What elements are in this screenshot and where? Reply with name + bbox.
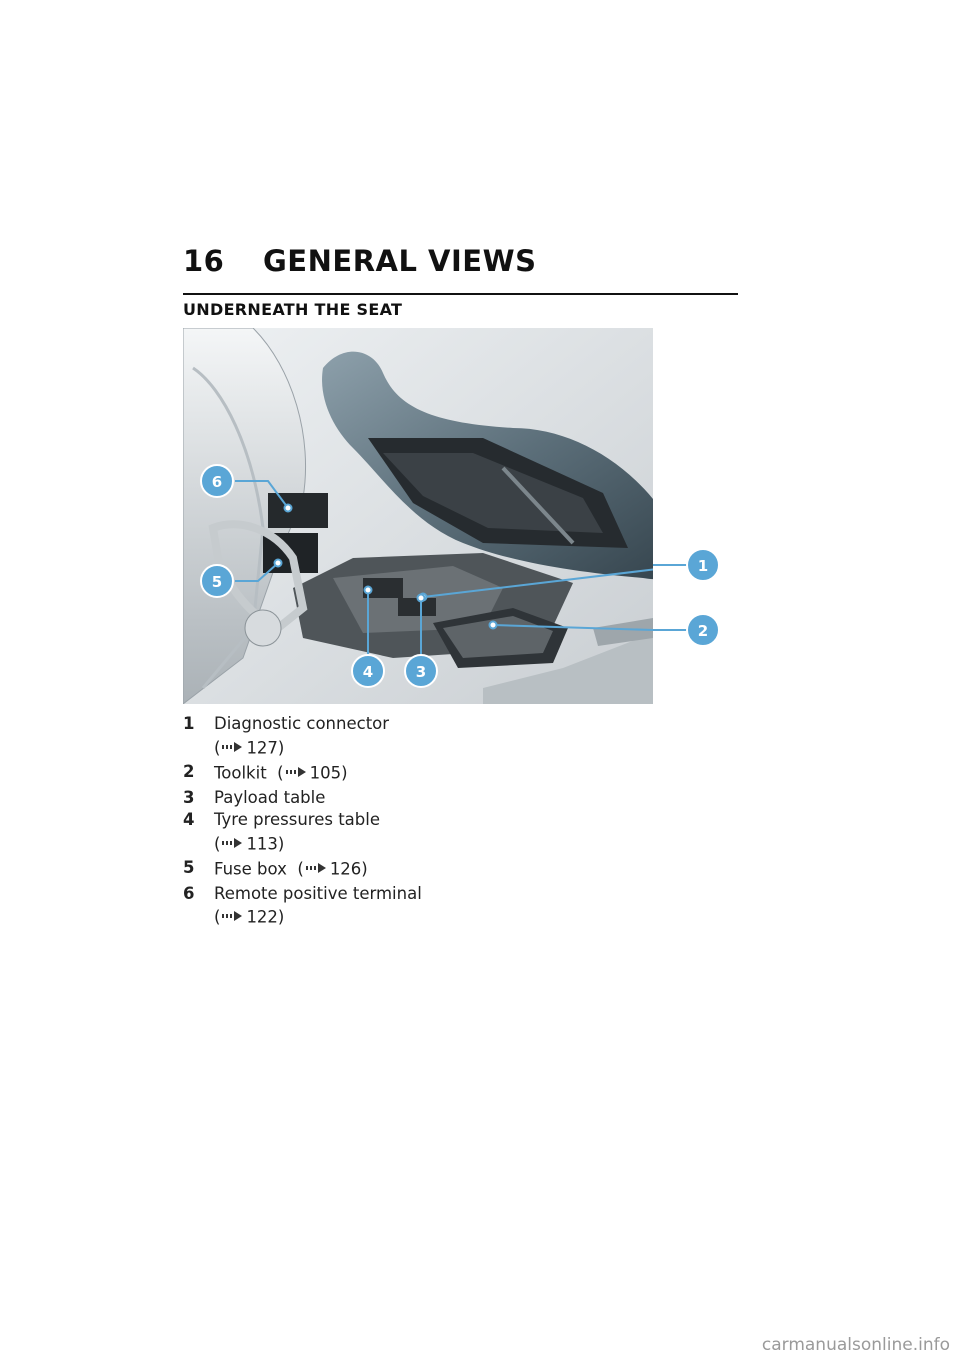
legend-label: Tyre pressures table: [214, 810, 380, 829]
header-rule: [183, 293, 738, 295]
watermark-link[interactable]: carmanualsonline.info: [761, 1335, 950, 1355]
callout-badge-3: [405, 655, 437, 687]
callout-badge-1-outer: [687, 549, 719, 581]
legend-label: Fuse box: [214, 859, 287, 879]
page-reference-link[interactable]: ( 105): [277, 761, 347, 787]
legend-number: 3: [183, 787, 195, 807]
legend-number: 5: [183, 858, 195, 877]
callout-badge-5: [201, 565, 233, 597]
legend-item: [183, 787, 483, 810]
callout-badge-2-outer: [687, 614, 719, 646]
page-reference-link[interactable]: ( 122): [214, 905, 284, 931]
page-reference-link[interactable]: ( 127): [214, 736, 284, 762]
callout-1-text: 1: [697, 557, 709, 575]
figure-illustration: [183, 328, 653, 704]
legend-item: [183, 857, 483, 883]
figure-overflow-callouts: [653, 328, 733, 704]
callout-4-label: 4: [362, 663, 374, 681]
page-reference-link[interactable]: ( 113): [214, 832, 284, 858]
legend-number: 6: [183, 883, 195, 903]
legend-number: 2: [183, 762, 195, 781]
motorcycle-underseat-figure: [183, 328, 653, 704]
legend-label: Remote positive terminal: [214, 883, 422, 903]
legend-item: [183, 713, 483, 761]
callout-5-label: 5: [211, 573, 223, 591]
remote-terminal-component: [268, 493, 328, 528]
callout-3-label: 3: [415, 663, 427, 681]
section-title: UNDERNEATH THE SEAT: [183, 300, 403, 319]
legend-item: [183, 761, 483, 787]
legend-number: 4: [183, 810, 195, 829]
chapter-title: GENERAL VIEWS: [263, 244, 537, 278]
callout-badge-4: [352, 655, 384, 687]
arrow-right-icon: [221, 832, 243, 855]
arrow-right-icon: [305, 857, 327, 880]
page-header: [183, 244, 738, 278]
legend-label: Toolkit: [214, 763, 267, 783]
page-number: 16: [183, 244, 225, 278]
legend-item: [183, 809, 483, 857]
legend-number: 1: [183, 714, 195, 733]
legend-label: Payload table: [214, 787, 326, 807]
arrow-right-icon: [221, 736, 243, 759]
callout-badge-6: [201, 465, 233, 497]
legend-label: Diagnostic connector: [214, 714, 390, 733]
legend-list: [183, 713, 483, 931]
callout-6-label: 6: [211, 473, 223, 491]
arrow-right-icon: [221, 905, 243, 928]
callout-2-text: 2: [697, 622, 709, 640]
arrow-right-icon: [285, 761, 307, 784]
legend-item: [183, 883, 483, 931]
page-reference-link[interactable]: ( 126): [297, 857, 367, 883]
